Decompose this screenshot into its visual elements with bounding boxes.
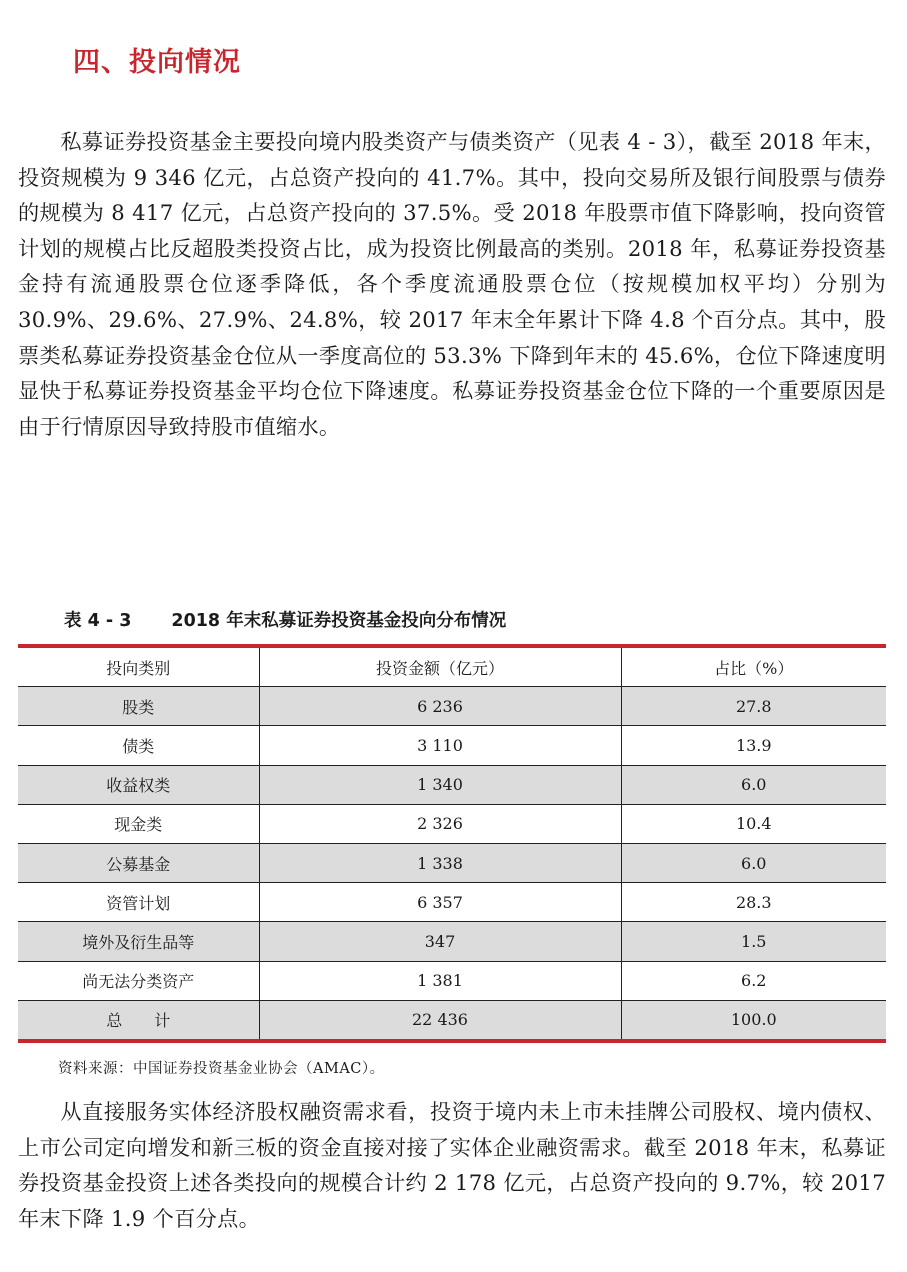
cell-share: 27.8 <box>621 687 886 726</box>
cell-category: 股类 <box>18 687 259 726</box>
table-row <box>18 883 886 922</box>
cell-share: 6.2 <box>621 961 886 1000</box>
table-row <box>18 843 886 882</box>
table-total-row <box>18 1000 886 1041</box>
cell-amount: 2 326 <box>259 804 621 843</box>
cell-share: 10.4 <box>621 804 886 843</box>
cell-category: 公募基金 <box>18 843 259 882</box>
table-title: 2018 年末私募证券投资基金投向分布情况 <box>171 611 507 631</box>
cell-category: 资管计划 <box>18 883 259 922</box>
table-row <box>18 726 886 765</box>
table-row <box>18 961 886 1000</box>
cell-amount: 22 436 <box>259 1000 621 1041</box>
cell-share: 13.9 <box>621 726 886 765</box>
table-caption <box>64 607 506 632</box>
cell-category: 尚无法分类资产 <box>18 961 259 1000</box>
body-paragraph-1: 私募证券投资基金主要投向境内股类资产与债类资产（见表 4 - 3），截至 2018 年末，投资规模为 9 346 亿元，占总资产投向的 41.7%。其中，投向交易所及银行间股票与债券的规模为 8 417 亿元，占总资产投向的 37.5%。受 2018 年股票市值下降影响，投向资管计划的规模占比反超股类投资占比，成为投资比例最高的类别。2018 年，私募证券投资基金持有流通股票仓位逐季降低，各个季度流通股票仓位（按规模加权平均）分别为 30.9%、29.6%、27.9%、24.8%，较 2017 年末全年累计下降 4.8 个百分点。其中，股票类私募证券投资基金仓位从一季度高位的 53.3% 下降到年末的 45.6%，仓位下降速度明显快于私募证券投资基金平均仓位下降速度。私募证券投资基金仓位下降的一个重要原因是由于行情原因导致持股市值缩水。 <box>18 129 886 439</box>
cell-amount: 1 340 <box>259 765 621 804</box>
table-source-note: 资料来源：中国证券投资基金业协会（AMAC）。 <box>58 1061 385 1077</box>
cell-category: 收益权类 <box>18 765 259 804</box>
cell-share: 28.3 <box>621 883 886 922</box>
cell-amount: 6 236 <box>259 687 621 726</box>
cell-amount: 3 110 <box>259 726 621 765</box>
cell-share: 6.0 <box>621 843 886 882</box>
cell-amount: 347 <box>259 922 621 961</box>
body-paragraph-2: 从直接服务实体经济股权融资需求看，投资于境内未上市未挂牌公司股权、境内债权、上市公司定向增发和新三板的资金直接对接了实体企业融资需求。截至 2018 年末，私募证券投资基金投资上述各类投向的规模合计约 2 178 亿元，占总资产投向的 9.7%，较 2017 年末下降 1.9 个百分点。 <box>18 1099 886 1231</box>
cell-category: 总 计 <box>18 1000 259 1041</box>
header-amount: 投资金额（亿元） <box>259 646 621 687</box>
cell-category: 境外及衍生品等 <box>18 922 259 961</box>
cell-category: 现金类 <box>18 804 259 843</box>
header-category: 投向类别 <box>18 646 259 687</box>
table-row <box>18 804 886 843</box>
header-share: 占比（%） <box>621 646 886 687</box>
table-row <box>18 687 886 726</box>
distribution-table <box>18 644 886 1043</box>
table-number: 表 4 - 3 <box>64 611 132 631</box>
cell-share: 1.5 <box>621 922 886 961</box>
cell-share: 6.0 <box>621 765 886 804</box>
section-heading: 四、投向情况 <box>73 47 241 78</box>
table-row <box>18 922 886 961</box>
cell-amount: 1 338 <box>259 843 621 882</box>
table-header-row <box>18 646 886 687</box>
cell-share: 100.0 <box>621 1000 886 1041</box>
cell-amount: 1 381 <box>259 961 621 1000</box>
cell-amount: 6 357 <box>259 883 621 922</box>
table-row <box>18 765 886 804</box>
cell-category: 债类 <box>18 726 259 765</box>
